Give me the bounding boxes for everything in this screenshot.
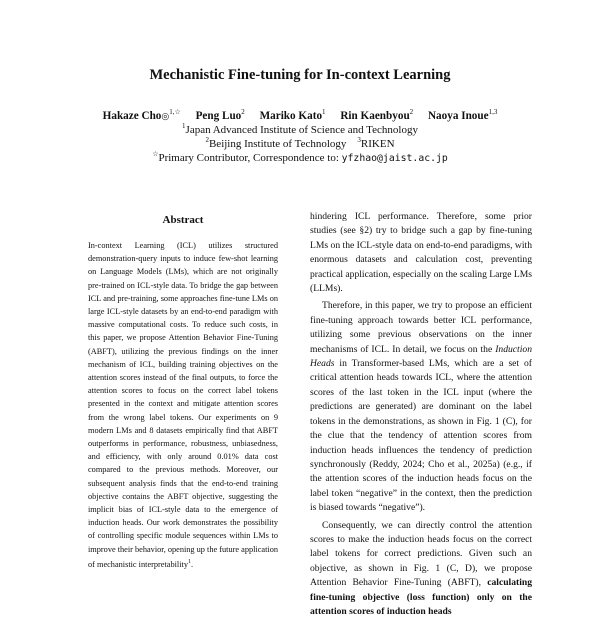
- author-4: [340, 110, 413, 122]
- affil-text: Japan Advanced Institute of Science and Technology: [185, 124, 418, 136]
- author-name: Mariko Kato: [259, 110, 323, 122]
- bold-text-run: calculating fine-tuning objective (loss function) only on the attention scores of induction heads: [310, 577, 532, 617]
- text-run: in Transformer-based LMs, which are a set of critical attention heads towards ICL, where the attention scores of the last token in the ICL input (where the predictions are generated) are dominant on the label tokens in the demonstrations, as shown in Fig. 1 (C), for the clue that the tendency of attention scores from induction heads influences the tendency of prediction synchronously (Reddy, 2024; Cho et al., 2025a) (e.g., if the attention scores of the induction heads focus on the label token “negative” in the context, then the prediction is biased towards “negative”).: [310, 358, 532, 514]
- abstract-body: In-context Learning (ICL) utilizes structured demonstration-query inputs to induce few-shot learning on Language Models (LMs), which are not originally pre-trained on ICL-style data. To bridge the gap between ICL and pre-training, some approaches fine-tune LMs on large ICL-style datasets by an end-to-end paradigm with massive computational costs. To reduce such costs, in this paper, we propose Attention Behavior Fine-Tuning (ABFT), utilizing the previous findings on the inner mechanism of ICL, building training objectives on the attention scores instead of the final outputs, to force the attention scores to focus on the correct label tokens presented in the context and mitigate attention scores from the wrong label tokens. Our experiments on 9 modern LMs and 8 datasets empirically find that ABFT outperforms in performance, robustness, unbiasedness, and efficiency, with only around 0.01% data cost compared to the previous methods. Moreover, our subsequent analysis finds that the end-to-end training objective contains the ABFT objective, suggesting the implicit bias of ICL-style data to the emergence of induction heads. Our work demonstrates the possibility of controlling specific module sequences within LMs to improve their behavior, opening up the future application of mechanistic interpretability: [88, 241, 278, 569]
- text-run: Consequently, we can directly control the attention scores to make the induction heads focus on the correct label tokens for correct predictions. Given such an objective, as shown in Fig. 1 (C, D), we propose Attention Behavior Fine-Tuning (ABFT),: [310, 519, 532, 589]
- intro-paragraph-3: [310, 519, 532, 620]
- orcid-icon: ◎: [161, 111, 170, 121]
- author-affil-mark: 1,3: [488, 108, 498, 116]
- author-name: Peng Luo: [195, 110, 242, 122]
- affil-mark: 1: [182, 122, 186, 130]
- affil-text: Beijing Institute of Technology: [208, 138, 347, 150]
- abstract-end: .: [191, 559, 194, 569]
- abstract-heading: Abstract: [162, 214, 204, 226]
- intro-paragraph-2: [310, 299, 532, 515]
- paper-title: Mechanistic Fine-tuning for In-context Learning: [149, 67, 451, 83]
- abstract-text: [88, 239, 278, 571]
- intro-paragraph-1: hindering ICL performance. Therefore, some prior studies (see §2) try to bridge such a gap by fine-tuning LMs on the ICL-style data on end-to-end paradigms, with enormous datasets and calculation cost, preventing practical application, especially on the scaling Large LMs (LLMs).: [310, 211, 532, 295]
- author-name: Rin Kaenbyou: [340, 110, 410, 122]
- affiliation-1: [0, 124, 600, 136]
- email-link[interactable]: yfzhao@jaist.ac.jp: [341, 153, 448, 164]
- author-name: Naoya Inoue: [427, 110, 489, 122]
- contact-text: Primary Contributor, Correspondence to:: [158, 152, 339, 164]
- affil-mark: 3: [357, 136, 361, 144]
- author-5: [428, 110, 497, 122]
- contact-line: [0, 152, 600, 164]
- author-3: [260, 110, 326, 122]
- term-induction-heads: Induction Heads: [310, 343, 532, 370]
- author-affil-mark: 1: [322, 108, 326, 116]
- author-affil-mark: 1,☆: [169, 108, 181, 116]
- author-affil-mark: 2: [409, 108, 414, 116]
- footnote-mark[interactable]: 1: [188, 558, 191, 565]
- intro-column: [310, 210, 532, 622]
- affil-mark: 2: [205, 136, 209, 144]
- author-list: [0, 110, 600, 122]
- text-run: Therefore, in this paper, we try to propose an efficient fine-tuning approach towards better ICL performance, utilizing some previous observations on the inner mechanisms of ICL. In detail, we focus on the: [310, 300, 532, 355]
- author-affil-mark: 2: [241, 108, 245, 116]
- author-2: [196, 110, 245, 122]
- author-name: Hakaze Cho: [102, 110, 162, 122]
- affil-text: RIKEN: [360, 138, 395, 150]
- contact-mark: ☆: [152, 150, 159, 158]
- author-1: [103, 110, 181, 122]
- affiliation-2-3: [0, 138, 600, 150]
